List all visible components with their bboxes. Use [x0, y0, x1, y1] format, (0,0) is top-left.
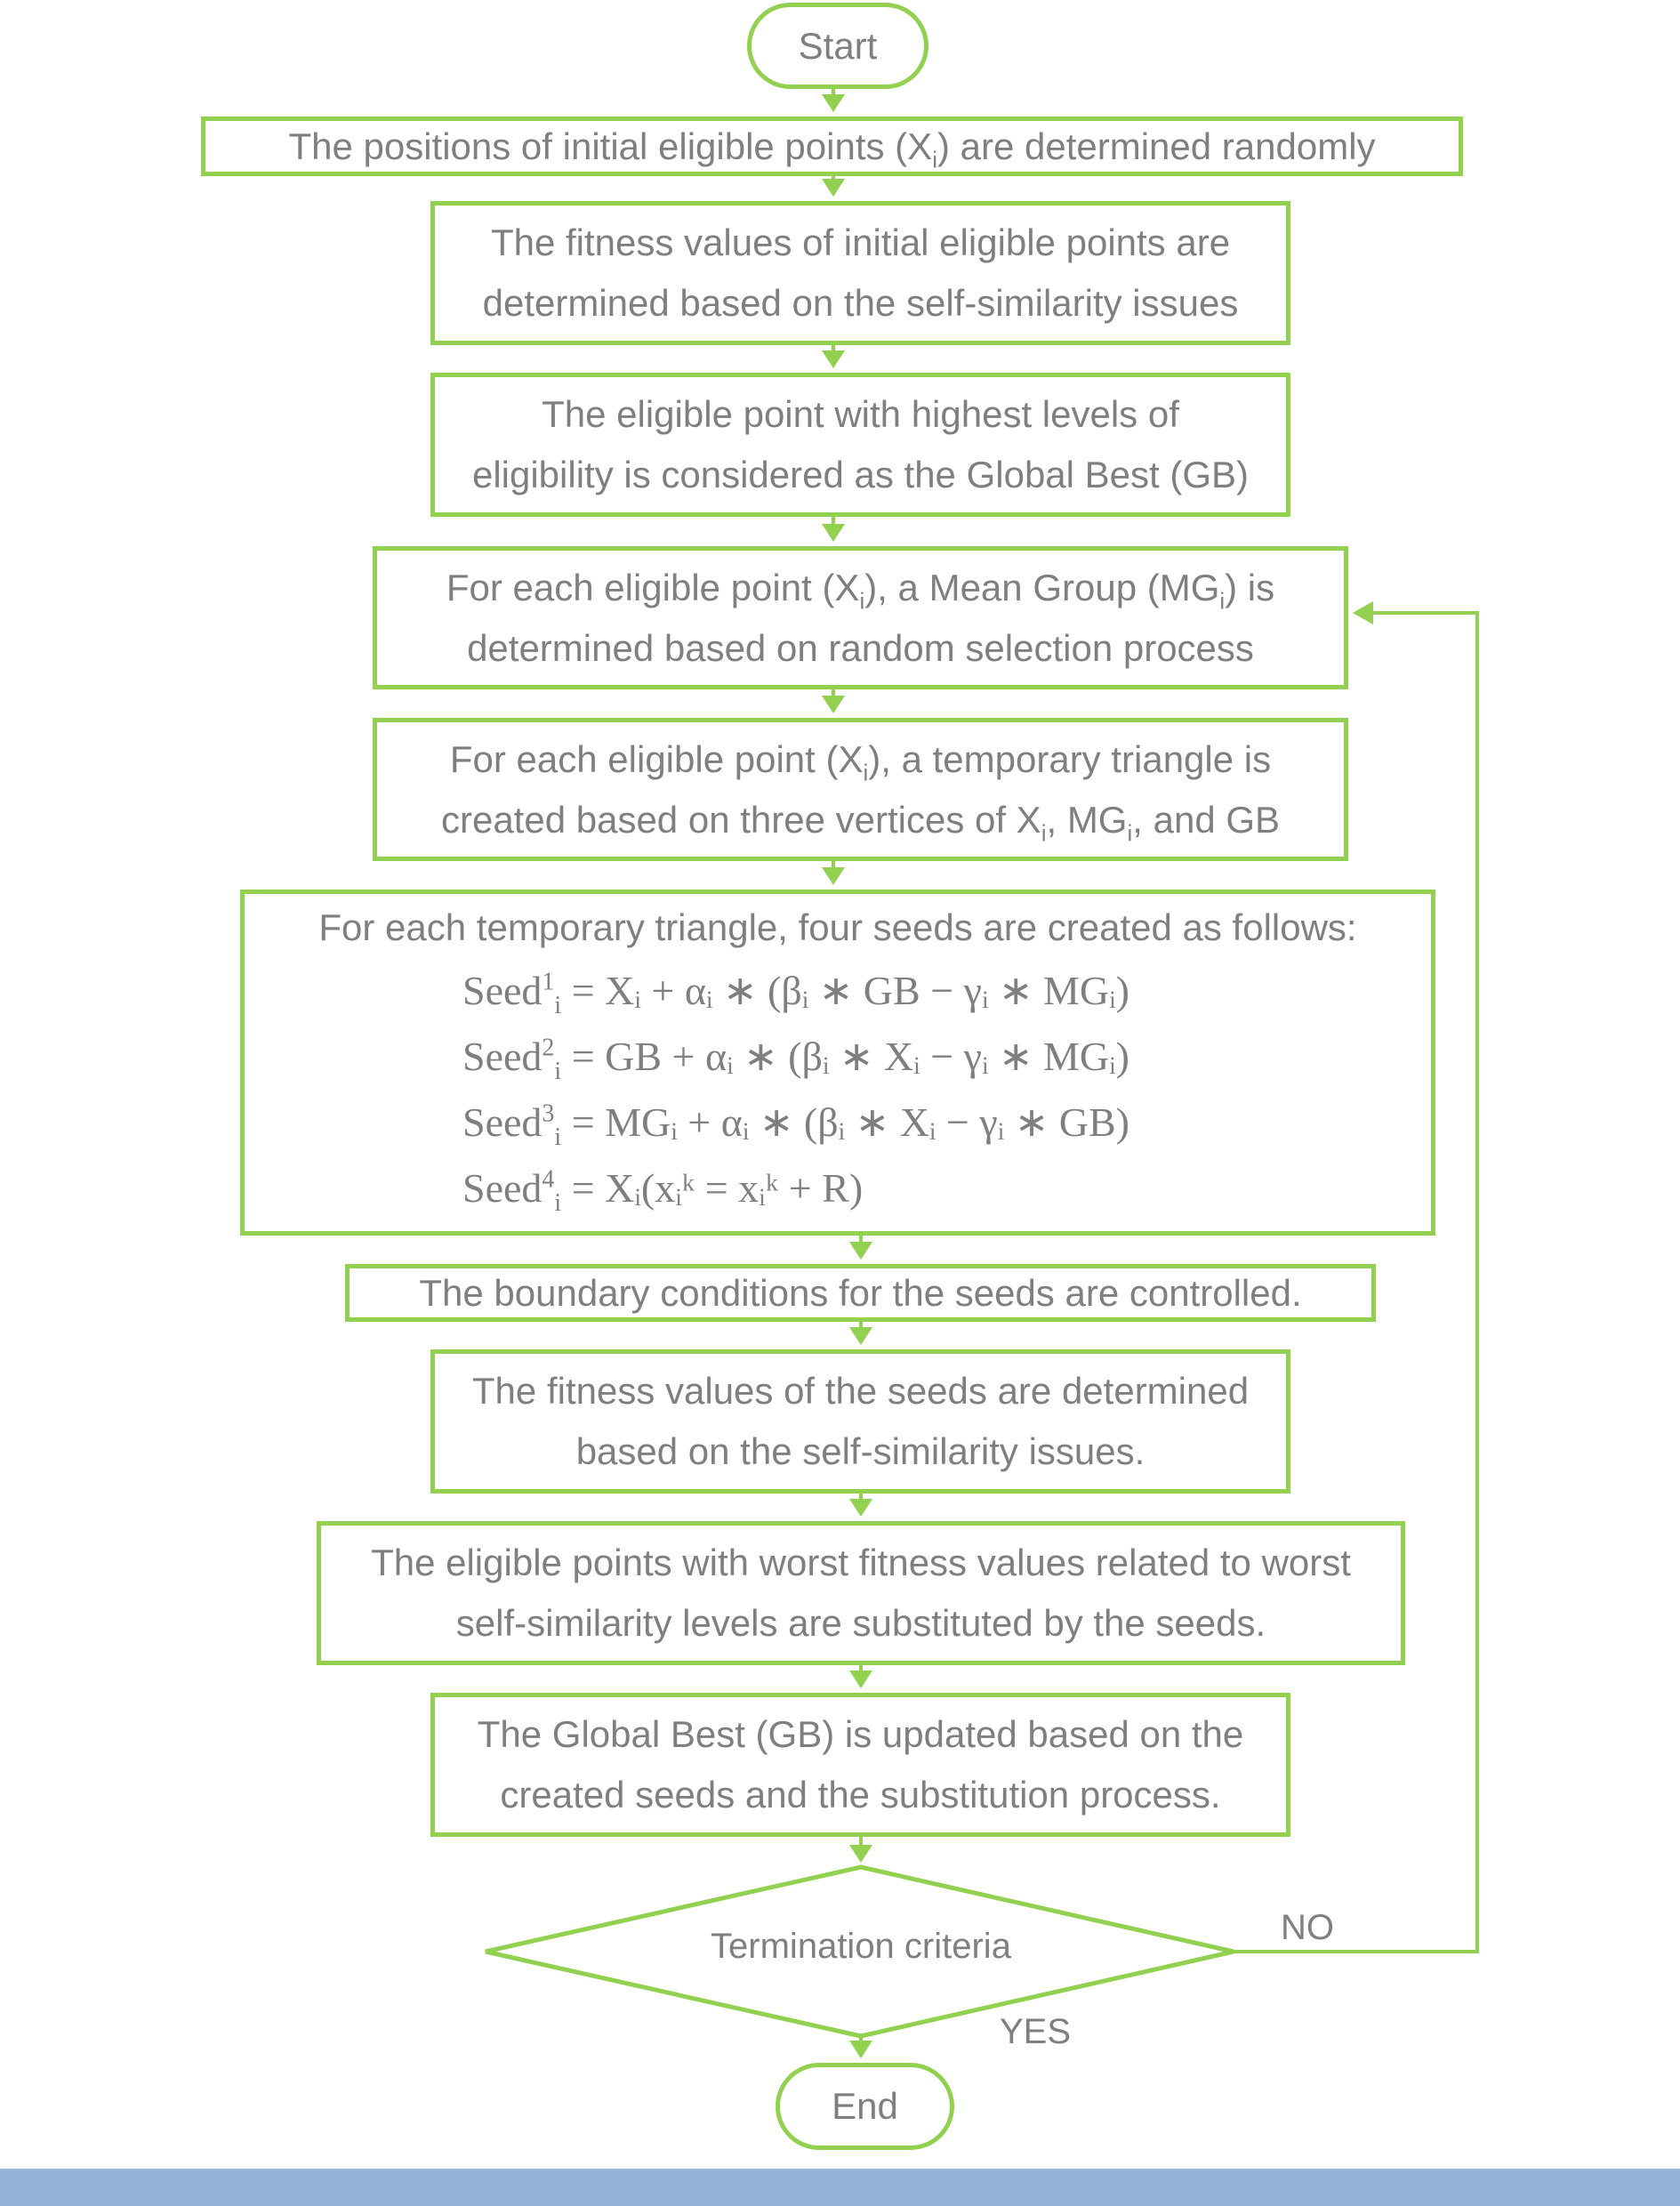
step-seed-fitness [430, 1349, 1290, 1493]
step-mean-group [373, 546, 1348, 689]
step-text-line1: For each eligible point $(X_i)$, a temporary triangle is [449, 737, 1272, 785]
step-text-line1: The fitness values of the seeds are determined [471, 1370, 1250, 1412]
step-text-line2: created based on three vertices of $X_i$, $MG_i$, and GB [440, 798, 1281, 846]
step-text-line1: The eligible point with highest levels of [542, 393, 1179, 435]
step-text: The positions of initial eligible points $(X_i)$ are determined randomly [288, 125, 1376, 173]
step-text-line2: self-similarity levels are substituted by the seeds. [455, 1602, 1266, 1644]
step-text-line2: eligibility is considered as the Global Best (GB) [471, 454, 1250, 495]
yes-label: YES [1000, 2012, 1072, 2051]
seed-equation-1: Seed$^1_i$ = Xᵢ + αᵢ ∗ (βᵢ ∗ GB − γᵢ ∗ MGᵢ) [462, 968, 1129, 1020]
step-text-line2: created seeds and the substitution process. [500, 1774, 1221, 1816]
seed-equation-3: Seed$^3_i$ = MGᵢ + αᵢ ∗ (βᵢ ∗ Xᵢ − γᵢ ∗ GB) [462, 1099, 1129, 1152]
start-terminal [747, 3, 928, 89]
step-text-line2: determined based on random selection process [467, 626, 1254, 669]
step-text-line1: For each eligible point $(X_i)$, a Mean Group $(MG_i)$ is [446, 566, 1275, 614]
step-triangle [373, 718, 1348, 861]
end-terminal [776, 2063, 954, 2150]
step-text-line1: The Global Best (GB) is updated based on the [477, 1713, 1244, 1755]
step-text-line1: The eligible points with worst fitness values related to worst [371, 1542, 1351, 1583]
step-boundary [345, 1264, 1376, 1322]
step-update-gb [430, 1693, 1290, 1837]
step-text-line1: The boundary conditions for the seeds are controlled. [419, 1271, 1302, 1314]
step-substitute [317, 1521, 1405, 1665]
seed-equation-4: Seed$^4_i$ = Xᵢ(xᵢᵏ = xᵢᵏ + R) [462, 1165, 864, 1218]
step-init-fitness [430, 201, 1290, 345]
footer-bar [0, 2169, 1680, 2206]
decision-label: Termination criteria [711, 1927, 1011, 1966]
step-text-line1: The fitness values of initial eligible points are [490, 221, 1231, 263]
step-global-best [430, 373, 1290, 517]
step-init-positions [201, 117, 1463, 176]
seeds-heading: For each temporary triangle, four seeds are created as follows: [318, 906, 1357, 948]
seed-equation-2: Seed$^2_i$ = GB + αᵢ ∗ (βᵢ ∗ Xᵢ − γᵢ ∗ MGᵢ) [462, 1034, 1129, 1086]
no-label: NO [1281, 1908, 1334, 1947]
end-label: End [832, 2085, 898, 2127]
step-text-line2: determined based on the self-similarity issues [482, 282, 1239, 324]
step-text-line2: based on the self-similarity issues. [575, 1430, 1145, 1472]
step-seeds [240, 890, 1435, 1236]
start-label: Start [798, 24, 878, 67]
